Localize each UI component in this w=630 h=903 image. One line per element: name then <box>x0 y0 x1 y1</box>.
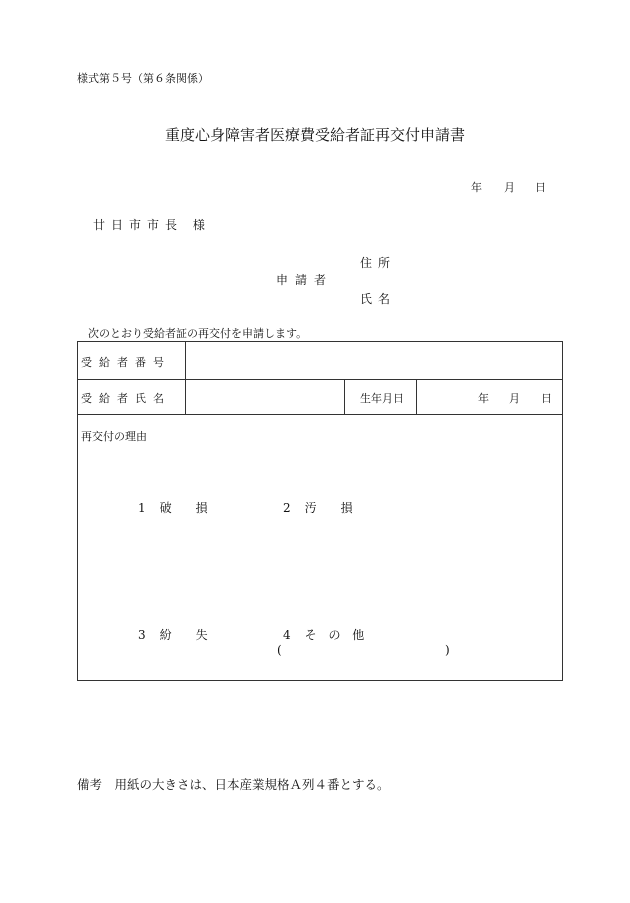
date-year-label: 年 <box>471 181 482 194</box>
reason-option-damaged[interactable] <box>138 499 208 516</box>
reason-number: 4 <box>283 628 291 642</box>
applicant-label: 申請者 <box>276 273 334 287</box>
intro-text: 次のとおり受給者証の再交付を申請します。 <box>88 327 308 340</box>
address-label: 住所 <box>360 256 397 270</box>
other-reason-paren-open: ( <box>277 643 282 657</box>
recipient-number-label: 受給者番号 <box>81 356 171 369</box>
other-reason-field[interactable] <box>288 642 443 660</box>
date-day-label: 日 <box>535 181 546 194</box>
name-label: 氏名 <box>360 292 397 306</box>
reason-text: そ の 他 <box>304 628 369 642</box>
reason-number: 3 <box>138 628 146 642</box>
form-number: 様式第５号（第６条関係） <box>77 72 209 85</box>
reason-label: 再交付の理由 <box>81 430 147 443</box>
note-text: 備考 用紙の大きさは、日本産業規格Ａ列４番とする。 <box>77 777 390 792</box>
other-reason-paren-close: ) <box>445 643 450 657</box>
reason-number: 1 <box>138 501 146 515</box>
reason-text: 紛 失 <box>159 628 208 642</box>
birthdate-label: 生年月日 <box>360 392 404 405</box>
document-title: 重度心身障害者医療費受給者証再交付申請書 <box>164 126 465 144</box>
reason-text: 破 損 <box>159 501 208 515</box>
birth-month-label: 月 <box>509 392 520 405</box>
column-divider <box>416 379 417 414</box>
recipient-name-field[interactable] <box>186 380 343 413</box>
recipient-name-label: 受給者氏名 <box>81 392 171 405</box>
birth-day-label: 日 <box>541 392 552 405</box>
row-divider <box>78 414 562 415</box>
reason-number: 2 <box>283 501 291 515</box>
reason-option-lost[interactable] <box>138 626 208 643</box>
column-divider <box>344 379 345 414</box>
date-month-label: 月 <box>504 181 515 194</box>
reason-option-soiled[interactable] <box>283 499 353 516</box>
reason-text: 汚 損 <box>304 501 353 515</box>
addressee: 廿日市市長 様 <box>93 218 211 232</box>
birth-year-label: 年 <box>478 392 489 405</box>
application-form-table <box>77 341 563 681</box>
reason-option-other[interactable] <box>283 626 368 643</box>
recipient-number-field[interactable] <box>186 343 562 378</box>
